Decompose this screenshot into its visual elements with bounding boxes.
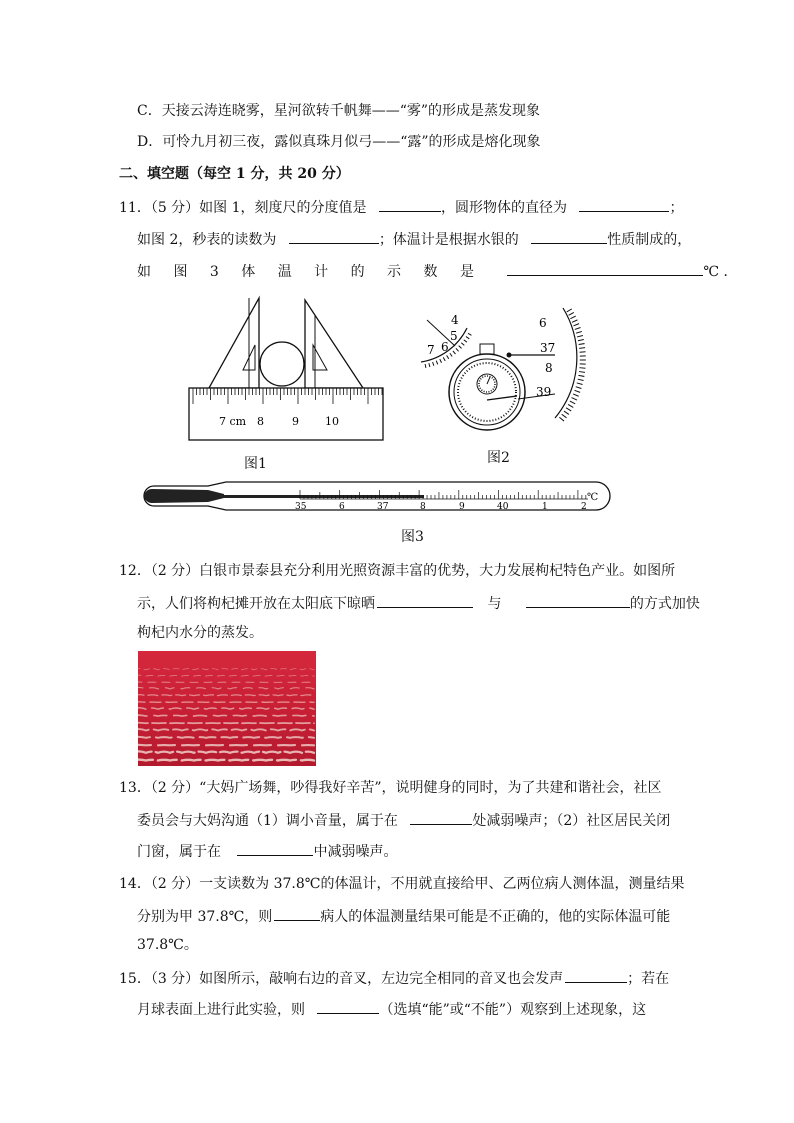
- figure-2-caption: 图2: [487, 450, 510, 466]
- q11-text-g: 如 图 3 体 温 计 的 示 数 是: [137, 264, 483, 280]
- q11-blank-2[interactable]: [579, 196, 669, 212]
- small-dial-5: 5: [450, 329, 458, 343]
- q15-text-c: 月球表面上进行此实验，则: [137, 1002, 305, 1018]
- question-11-line1: [119, 196, 683, 218]
- thermo-label-2: 2: [581, 502, 587, 512]
- q12-line3: 枸杞内水分的蒸发。: [137, 625, 263, 641]
- figure-1-ruler: [185, 290, 395, 450]
- goji-row: [138, 737, 314, 738]
- q11-text-c: ；: [669, 200, 684, 216]
- q15-line2: [137, 998, 646, 1020]
- big-dial-39: 39: [536, 385, 552, 399]
- q11-blank-3[interactable]: [289, 228, 379, 244]
- q15-blank-1[interactable]: [565, 967, 627, 983]
- q11-text-d: 如图 2，秒表的读数为: [137, 232, 277, 248]
- q11-text-a: 11．（5 分）如图 1，刻度尺的分度值是: [119, 200, 367, 216]
- figure-1-caption: 图1: [244, 456, 267, 472]
- q15-text-b: ；若在: [627, 971, 670, 987]
- question-11-line3: [137, 260, 738, 282]
- thermo-label-9: 9: [459, 502, 465, 512]
- option-c: C．天接云涛连晓雾，星河欲转千帆舞——“雾”的形成是蒸发现象: [137, 103, 541, 119]
- section-heading: 二、填空题（每空 1 分，共 20 分）: [119, 166, 350, 182]
- thermo-label-35: 35: [295, 502, 307, 512]
- goji-row: [138, 722, 314, 723]
- q12-text-b: 示，人们将枸杞摊开放在太阳底下晾晒: [137, 596, 375, 612]
- ruler-label-7: 7 cm: [219, 415, 247, 428]
- q13-text-e: 中减弱噪声。: [313, 844, 398, 860]
- goji-row: [138, 751, 314, 752]
- big-dial-37: 37: [540, 341, 556, 355]
- q12-blank-1[interactable]: [377, 592, 473, 608]
- q11-blank-1[interactable]: [379, 196, 441, 212]
- thermo-label-40: 40: [497, 502, 509, 512]
- q11-text-h: ℃ ．: [703, 264, 738, 280]
- thermo-label-8: 8: [420, 502, 426, 512]
- goji-row: [138, 695, 314, 696]
- q12-blank-2[interactable]: [526, 592, 630, 608]
- q14-line3: 37.8℃。: [137, 937, 198, 953]
- q14-line1: 14．（2 分）一支读数为 37.8℃的体温计，不用就直接给甲、乙两位病人测体温，测量结果: [119, 876, 685, 892]
- q11-text-f: 性质制成的，: [607, 232, 692, 248]
- figure-3-caption: 图3: [401, 529, 424, 545]
- q11-text-b: ，圆形物体的直径为: [440, 200, 567, 216]
- q12-line2: [137, 592, 700, 614]
- ruler-label-10: 10: [325, 415, 339, 428]
- q11-blank-5[interactable]: [507, 260, 703, 276]
- q11-text-e: ；体温计是根据水银的: [378, 232, 519, 248]
- q14-blank-1[interactable]: [274, 905, 320, 921]
- thermo-label-1: 1: [542, 502, 548, 512]
- q15-text-d: （选填“能”或“不能”）观察到上述现象，这: [379, 1002, 647, 1018]
- figure-3-thermometer: [140, 478, 612, 518]
- ruler-label-8: 8: [257, 415, 264, 428]
- q15-text-a: 15．（3 分）如图所示，敲响右边的音叉，左边完全相同的音叉也会发声: [119, 971, 564, 987]
- q13-text-d: 门窗，属于在: [137, 844, 221, 860]
- q13-text-c: 处减弱噪声；（2）社区居民关闭: [472, 813, 671, 829]
- q14-line2: [137, 905, 670, 927]
- question-11-line2: [137, 228, 691, 250]
- small-dial-7: 7: [427, 343, 435, 357]
- q12-text-c: 与: [487, 596, 502, 612]
- q13-blank-1[interactable]: [410, 809, 472, 825]
- q13-line3: [137, 840, 397, 862]
- q13-line2: [137, 809, 670, 831]
- goji-drying-photo: [138, 651, 316, 766]
- ruler-label-9: 9: [292, 415, 299, 428]
- q14-text-b: 分别为甲 37.8℃，则: [137, 909, 273, 925]
- option-d: D．可怜九月初三夜，露似真珠月似弓——“露”的形成是熔化现象: [137, 134, 541, 150]
- big-dial-8: 8: [545, 361, 553, 375]
- q11-blank-4[interactable]: [531, 228, 607, 244]
- figure-2-stopwatch: [415, 300, 595, 440]
- big-dial-6: 6: [539, 316, 547, 330]
- q15-blank-2[interactable]: [317, 998, 379, 1014]
- small-dial-4: 4: [451, 313, 459, 327]
- q12-line1: 12．（2 分）白银市景泰县充分利用光照资源丰富的优势，大力发展枸杞特色产业。如图所: [119, 563, 676, 579]
- thermometer-unit: ℃: [587, 492, 599, 503]
- thermo-label-6: 6: [339, 502, 345, 512]
- q13-blank-2[interactable]: [237, 840, 313, 856]
- q14-text-c: 病人的体温测量结果可能是不正确的，他的实际体温可能: [320, 909, 671, 925]
- q12-text-d: 的方式加快: [629, 596, 700, 612]
- thermo-label-37: 37: [377, 502, 389, 512]
- q13-text-b: 委员会与大妈沟通（1）调小音量，属于在: [137, 813, 398, 829]
- small-dial-6: 6: [441, 340, 449, 354]
- q15-line1: [119, 967, 669, 989]
- q13-line1: 13．（2 分）“大妈广场舞，吵得我好辛苦”，说明健身的同时，为了共建和谐社会，社区: [119, 780, 662, 796]
